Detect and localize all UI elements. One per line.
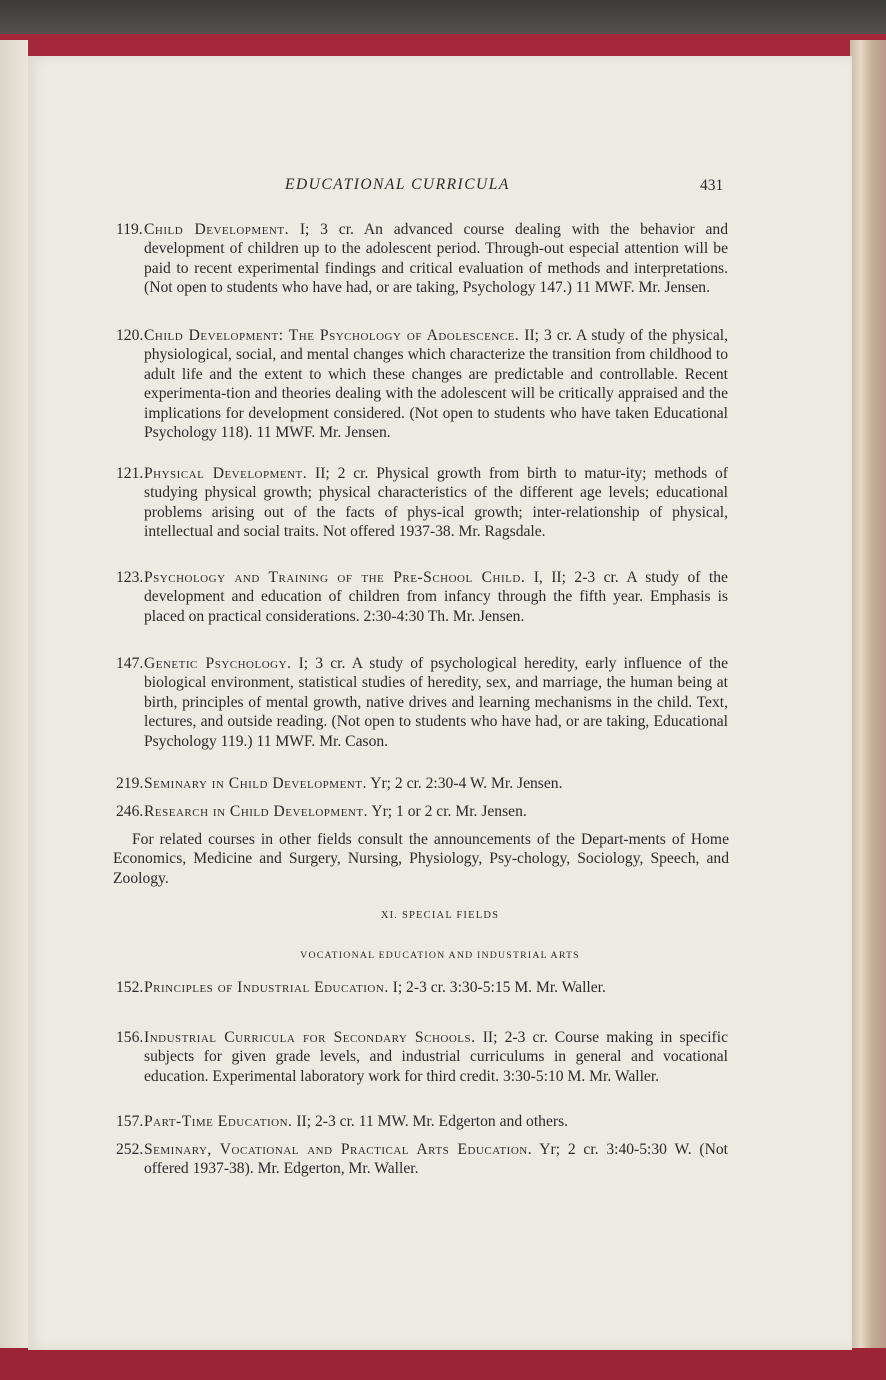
- course-entry: [116, 464, 728, 542]
- course-description: Yr; 2 cr. 3:40-5:30 W. (Not offered 1937-38). Mr. Edgerton, Mr. Waller.: [144, 1141, 728, 1178]
- course-description: I; 3 cr. An advanced course dealing with the behavior and development of children up to the adolescent period. Through-out especial attention will be paid to recent experimental findings and critical evaluation of methods and interpretations. (Not open to students who have had, or are taking, Psychology 147.) 11 MWF. Mr. Jensen.: [144, 221, 728, 297]
- course-number: 252.: [116, 1141, 144, 1158]
- running-head: EDUCATIONAL CURRICULA: [285, 176, 510, 193]
- course-title: Principles of Industrial Education.: [144, 979, 389, 996]
- book-page: [28, 56, 852, 1350]
- course-number: 156.: [116, 1029, 144, 1046]
- course-number: 123.: [116, 569, 144, 586]
- course-title: Seminary in Child Development.: [144, 775, 367, 792]
- course-entry: [116, 1140, 728, 1179]
- book-cover-right-edge: [850, 40, 886, 1360]
- course-description: II; 2-3 cr. Course making in specific subjects for given grade levels, and industrial curriculums in general and vocational education. Experimental laboratory work for third credit. 3:30-5:10 M. Mr. Waller.: [144, 1029, 728, 1085]
- course-entry: [116, 326, 728, 442]
- section-heading: XI. SPECIAL FIELDS: [380, 910, 500, 921]
- course-number: 120.: [116, 327, 144, 344]
- related-courses-note: For related courses in other fields consult the announcements of the Depart-ments of Home Economics, Medicine and Surgery, Nursing, Physiology, Psy-chology, Sociology, Speech, and Zoology.: [113, 831, 729, 887]
- course-description: II; 2 cr. Physical growth from birth to matur-ity; methods of studying physical growth; physical characteristics of the different age levels; educational problems arising out of the facts of phys-ical growth; inter-relationship of physical, intellectual and social traits. Not offered 1937-38. Mr. Ragsdale.: [144, 465, 728, 541]
- course-description: I; 3 cr. A study of psychological heredity, early influence of the biological environment, statistical studies of heredity, sex, and marriage, the human being at birth, principles of mental growth, native drives and learning mechanisms in the child. Text, lectures, and outside reading. (Not open to students who have had, or are taking, Educational Psychology 119.) 11 MWF. Mr. Cason.: [144, 655, 728, 750]
- course-number: 119.: [116, 221, 143, 238]
- course-entry: [116, 1112, 728, 1131]
- course-entry: [116, 654, 728, 751]
- course-number: 219.: [116, 775, 144, 792]
- course-title: Seminary, Vocational and Practical Arts Education.: [144, 1141, 533, 1158]
- course-number: 152.: [116, 979, 144, 996]
- course-number: 157.: [116, 1113, 144, 1130]
- course-number: 147.: [116, 655, 144, 672]
- course-title: Industrial Curricula for Secondary Schools.: [144, 1029, 476, 1046]
- page-number: 431: [700, 177, 724, 194]
- course-description: I, II; 2-3 cr. A study of the development and education of children from infancy through the fifth year. Emphasis is placed on practical considerations. 2:30-4:30 Th. Mr. Jensen.: [144, 569, 728, 625]
- course-entry: [116, 1028, 728, 1086]
- course-title: Child Development.: [144, 221, 289, 238]
- course-title: Child Development: The Psychology of Adolescence.: [144, 327, 520, 344]
- course-entry: [116, 774, 728, 793]
- book-binding-top: [0, 34, 886, 56]
- course-entry: [116, 568, 728, 626]
- course-title: Physical Development.: [144, 465, 308, 482]
- course-title: Psychology and Training of the Pre-School Child.: [144, 569, 526, 586]
- course-entry: [116, 978, 728, 997]
- page-content: [28, 56, 852, 1350]
- course-entry: [116, 220, 728, 298]
- book-binding-bottom: [0, 1348, 886, 1380]
- course-title: Research in Child Development.: [144, 803, 368, 820]
- course-description: Yr; 2 cr. 2:30-4 W. Mr. Jensen.: [370, 775, 563, 792]
- course-description: II; 2-3 cr. 11 MW. Mr. Edgerton and others.: [296, 1113, 569, 1130]
- course-title: Part-Time Education.: [144, 1113, 293, 1130]
- book-cover-left-edge: [0, 40, 28, 1360]
- course-description: II; 3 cr. A study of the physical, physiological, social, and mental changes which characterize the transition from childhood to adult life and the extent to which these changes are predictable and controllable. Recent experimenta-tion and theories dealing with the adolescent will be critically appraised and the implications for development considered. (Not open to students who have taken Educational Psychology 118). 11 MWF. Mr. Jensen.: [144, 327, 728, 442]
- course-number: 246.: [116, 803, 144, 820]
- course-description: Yr; 1 or 2 cr. Mr. Jensen.: [371, 803, 527, 820]
- course-description: I; 2-3 cr. 3:30-5:15 M. Mr. Waller.: [392, 979, 606, 996]
- course-number: 121.: [116, 465, 144, 482]
- course-entry: [116, 802, 728, 821]
- section-subheading: VOCATIONAL EDUCATION AND INDUSTRIAL ARTS: [300, 950, 580, 961]
- course-title: Genetic Psychology.: [144, 655, 292, 672]
